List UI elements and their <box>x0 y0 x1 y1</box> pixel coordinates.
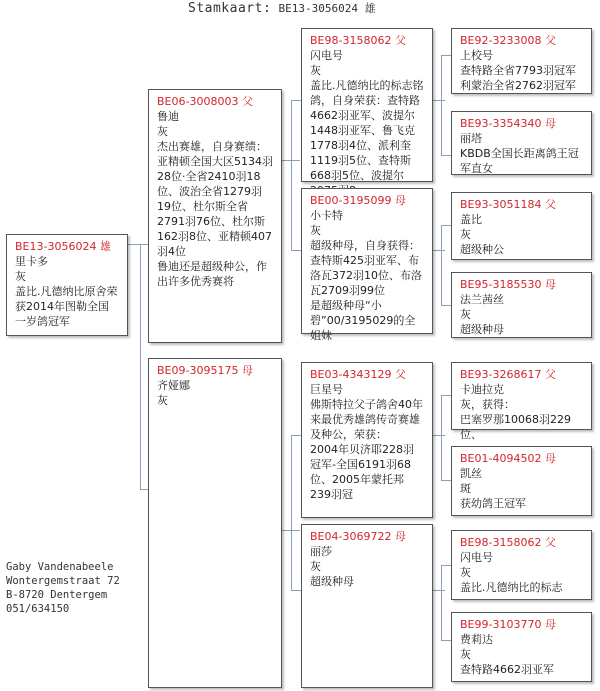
ring-number: BE98-3158062 父 <box>310 34 406 47</box>
connector <box>433 250 445 251</box>
connector <box>441 305 451 306</box>
owner-contact <box>6 560 120 616</box>
pigeon-card-dam <box>148 358 282 688</box>
pigeon-color: 灰 <box>460 308 471 321</box>
ring-number: BE99-3103770 母 <box>460 618 556 631</box>
pigeon-card-dsd <box>451 446 592 516</box>
connector <box>441 640 451 641</box>
pigeon-description: 超级种母 <box>460 323 504 336</box>
pigeon-color: 灰 <box>460 228 471 241</box>
connector <box>433 100 445 101</box>
connector <box>441 225 451 226</box>
connector <box>441 565 451 566</box>
connector <box>291 435 301 436</box>
pigeon-name: 法兰茜丝 <box>460 293 504 306</box>
connector <box>433 590 445 591</box>
connector <box>433 435 445 436</box>
pigeon-color: 灰 <box>460 566 471 579</box>
pigeon-name: 齐娅娜 <box>157 379 190 392</box>
connector <box>291 590 301 591</box>
connector <box>441 480 451 481</box>
pigeon-name: 鲁迪 <box>157 110 179 123</box>
owner-phone: 051/634150 <box>6 603 70 615</box>
pigeon-name: 闪电号 <box>310 49 343 62</box>
pigeon-name: 盖比 <box>460 213 482 226</box>
ring-number: BE93-3268617 父 <box>460 368 556 381</box>
pigeon-card-subject <box>6 234 128 336</box>
pigeon-description: 盖比.凡德纳比原舍荣获2014年图勒全国一岁鸽冠军 <box>15 285 118 328</box>
pigeon-color: 灰 <box>157 394 168 407</box>
pigeon-description: 超级种母，自身获得：查特斯425羽亚军、布洛瓦372羽10位、布洛瓦2709羽99位 是超级种母“小碧”00/3195029的全姐妹 <box>310 239 422 342</box>
pigeon-name: 巨星号 <box>310 383 343 396</box>
ring-number: BE93-3354340 母 <box>460 117 556 130</box>
connector <box>291 250 301 251</box>
connector <box>291 100 301 101</box>
pigeon-color: 灰 <box>310 560 321 573</box>
pigeon-card-dss <box>451 362 592 441</box>
pigeon-color: 灰 <box>157 125 168 138</box>
ring-number: BE09-3095175 母 <box>157 364 253 377</box>
pigeon-description: 巴塞罗那10068羽229位、 <box>460 413 571 441</box>
ring-number: BE92-3233008 父 <box>460 34 556 47</box>
ring-number: BE01-4094502 母 <box>460 452 556 465</box>
ring-number: BE04-3069722 母 <box>310 530 406 543</box>
pigeon-description: 超级种母 <box>310 575 354 588</box>
ring-number: BE93-3051184 父 <box>460 198 556 211</box>
pigeon-name: 费莉达 <box>460 633 493 646</box>
pigeon-name: 卡迪拉克 <box>460 383 504 396</box>
pigeon-description: 超级种公 <box>460 243 504 256</box>
connector <box>441 225 442 305</box>
connector <box>140 489 148 490</box>
pigeon-name: 上校号 <box>460 49 493 62</box>
pigeon-name: 闪电号 <box>460 551 493 564</box>
connector <box>291 100 292 250</box>
connector <box>291 435 292 590</box>
pigeon-color: 灰 <box>310 64 321 77</box>
pigeon-card-ssd <box>451 111 592 175</box>
owner-city: B-8720 Dentergem <box>6 589 108 601</box>
pigeon-color: 灰，获得： <box>460 398 515 411</box>
pigeon-color: 灰 <box>460 648 471 661</box>
pigeon-description: 佛斯特拉父子鸽舍40年来最优秀雄鸽传奇赛雄及种公，荣获： 2004年贝济耶228羽冠军-全国6191羽68位、2005年蒙托邦239羽冠 <box>310 398 423 501</box>
connector <box>441 395 451 396</box>
pigeon-description: 获幼鸽王冠军 <box>460 497 526 510</box>
pigeon-color: 灰 <box>310 224 321 237</box>
pigeon-description: 盖比.凡德纳比的标志铭鸽，自身荣获：查特路4662羽亚军、波提尔1448羽亚军、鲁飞克1778羽4位、派利奎1119羽5位、查特斯668羽5位、波提尔 <box>310 79 424 182</box>
pigeon-description: 盖比.凡德纳比的标志 <box>460 581 563 594</box>
pigeon-card-sds <box>451 192 592 260</box>
pigeon-card-ddd <box>451 612 592 682</box>
pigeon-name: 丽塔 <box>460 132 482 145</box>
connector <box>441 55 442 155</box>
pigeon-card-sss <box>451 28 592 94</box>
pigeon-color: 斑 <box>460 482 471 495</box>
pigeon-name: 丽莎 <box>310 545 332 558</box>
pigeon-description: KBDB全国长距离鸽王冠军直女 <box>460 147 579 175</box>
ring-number: BE95-3185530 母 <box>460 278 556 291</box>
pigeon-color: 灰 <box>15 270 26 283</box>
pigeon-description: 查特路4662羽亚军 <box>460 663 554 676</box>
pigeon-card-sire-dam <box>301 188 433 342</box>
connector <box>441 155 451 156</box>
ring-number: BE13-3056024 雄 <box>15 240 111 253</box>
pigeon-description: 查特路全省7793羽冠军利蒙治全省2762羽冠军 <box>460 64 576 92</box>
pigeon-card-dam-dam <box>301 524 433 688</box>
pigeon-name: 里卡多 <box>15 255 48 268</box>
pigeon-card-sdd <box>451 272 592 338</box>
pigeon-name: 凯丝 <box>460 467 482 480</box>
ring-number: BE00-3195099 母 <box>310 194 406 207</box>
connector <box>441 395 442 480</box>
pigeon-name: 小卡特 <box>310 209 343 222</box>
pigeon-card-dds <box>451 530 592 600</box>
pigeon-description: 杰出赛雄，自身赛绩：亚精顿全国大区5134羽28位·全省2410羽18位、波治全省1279羽19位、杜尔斯全省2791羽76位、杜尔斯162羽8位、亚精顿407羽4位 鲁迪还是超级种公，作出许多优秀赛将 <box>157 140 273 288</box>
connector <box>441 55 451 56</box>
connector <box>128 244 148 245</box>
page-title <box>188 0 376 16</box>
ring-number: BE06-3008003 父 <box>157 95 253 108</box>
connector <box>140 244 141 489</box>
pigeon-card-dam-sire <box>301 362 433 518</box>
pigeon-card-sire-sire <box>301 28 433 182</box>
title-code: BE13-3056024 雄 <box>278 2 376 15</box>
owner-name: Gaby Vandenabeele <box>6 561 114 573</box>
title-label: Stamkaart: <box>188 1 272 16</box>
ring-number: BE98-3158062 父 <box>460 536 556 549</box>
pigeon-card-sire <box>148 89 282 343</box>
ring-number: BE03-4343129 父 <box>310 368 406 381</box>
connector <box>441 565 442 640</box>
owner-street: Wontergemstraat 72 <box>6 575 120 587</box>
